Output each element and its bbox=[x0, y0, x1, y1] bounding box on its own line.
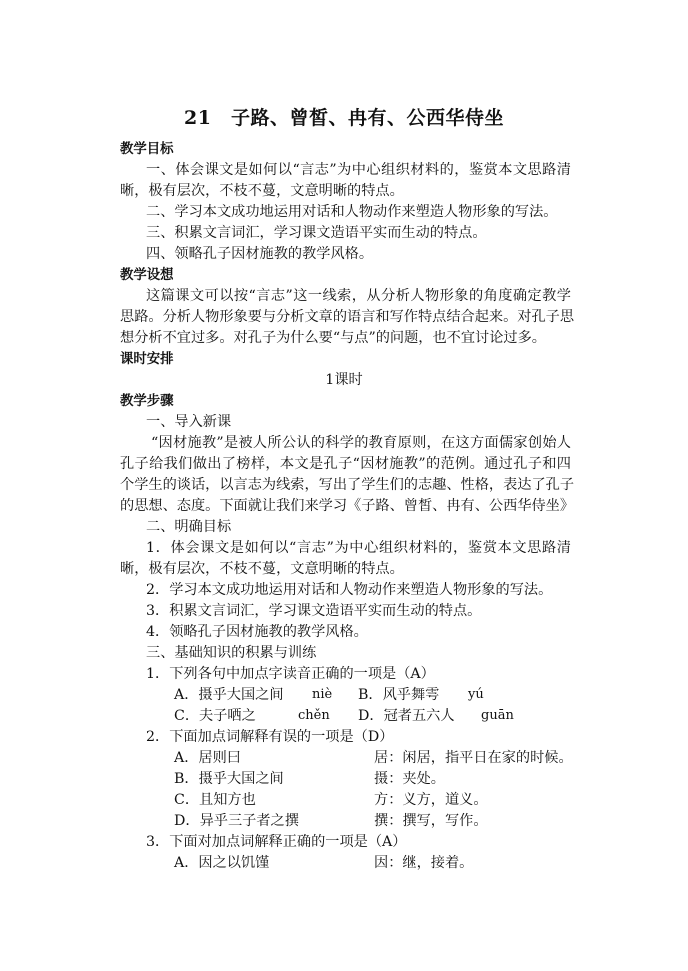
q1-option-a: A．摄乎大国之间 bbox=[174, 687, 284, 703]
step-1-heading: 一、导入新课 bbox=[146, 414, 232, 430]
q2-option-c-gloss: 方：义方，道义。 bbox=[374, 792, 488, 808]
target-4: 4．领略孔子因材施教的教学风格。 bbox=[146, 624, 368, 640]
q1-option-c-pinyin: chěn bbox=[298, 708, 330, 723]
q1-option-d: D．冠者五六人 bbox=[358, 708, 455, 724]
q1-option-a-pinyin: niè bbox=[312, 687, 333, 702]
q3-option-a: A．因之以饥馑 bbox=[174, 855, 270, 871]
question-2-stem: 2．下面加点词解释有误的一项是（D） bbox=[146, 729, 394, 745]
q1-option-c: C．夫子哂之 bbox=[174, 708, 256, 724]
intro-line-1: “因材施教”是被人所公认的科学的教育原则，在这方面儒家创始人 bbox=[151, 435, 571, 451]
q2-option-d-gloss: 撰：撰写，写作。 bbox=[374, 813, 488, 829]
design-line-2: 思路。分析人物形象要与分析文章的语言和写作特点结合起来。对孔子思 bbox=[120, 309, 575, 325]
goal-2: 二、学习本文成功地运用对话和人物动作来塑造人物形象的写法。 bbox=[146, 204, 558, 220]
target-2: 2．学习本文成功地运用对话和人物动作来塑造人物形象的写法。 bbox=[146, 582, 553, 598]
q2-option-d: D．异乎三子者之撰 bbox=[174, 813, 299, 829]
target-3: 3．积累文言词汇，学习课文造语平实而生动的特点。 bbox=[146, 603, 482, 619]
section-heading-schedule: 课时安排 bbox=[120, 351, 174, 367]
step-2-heading: 二、明确目标 bbox=[146, 519, 232, 535]
intro-line-4: 的思想、态度。下面就让我们来学习《子路、曾皙、冉有、公西华侍坐》 bbox=[120, 498, 575, 514]
section-heading-design: 教学设想 bbox=[120, 267, 174, 283]
section-heading-steps: 教学步骤 bbox=[120, 393, 174, 409]
design-line-3: 想分析不宜过多。对孔子为什么要“与点”的问题，也不宜讨论过多。 bbox=[120, 330, 546, 346]
question-1-stem: 1．下列各句中加点字读音正确的一项是（A） bbox=[146, 666, 435, 682]
target-1-line-1: 1．体会课文是如何以“言志”为中心组织材料的，鉴赏本文思路清 bbox=[146, 540, 571, 556]
goal-1-line-2: 晰，极有层次，不枝不蔓，文意明晰的特点。 bbox=[120, 183, 404, 199]
step-3-heading: 三、基础知识的积累与训练 bbox=[146, 645, 317, 661]
q2-option-a: A．居则曰 bbox=[174, 750, 241, 766]
q2-option-c: C．且知方也 bbox=[174, 792, 256, 808]
question-3-stem: 3．下面对加点词解释正确的一项是（A） bbox=[146, 834, 407, 850]
q2-option-b-gloss: 摄：夹处。 bbox=[374, 771, 445, 787]
intro-line-2: 孔子给我们做出了榜样，本文是孔子“因材施教”的范例。通过孔子和四 bbox=[120, 456, 571, 472]
target-1-line-2: 晰，极有层次，不枝不蔓，文意明晰的特点。 bbox=[120, 561, 404, 577]
section-heading-goals: 教学目标 bbox=[120, 141, 174, 157]
q3-option-a-gloss: 因：继，接着。 bbox=[374, 855, 474, 871]
schedule-value: 1课时 bbox=[325, 372, 363, 388]
lesson-title: 21 子路、曾皙、冉有、公西华侍坐 bbox=[184, 107, 504, 129]
q2-option-b: B．摄乎大国之间 bbox=[174, 771, 284, 787]
goal-3: 三、积累文言词汇，学习课文造语平实而生动的特点。 bbox=[146, 225, 487, 241]
design-line-1: 这篇课文可以按“言志”这一线索，从分析人物形象的角度确定教学 bbox=[146, 288, 571, 304]
goal-4: 四、领略孔子因材施教的教学风格。 bbox=[146, 246, 374, 262]
q2-option-a-gloss: 居：闲居，指平日在家的时候。 bbox=[374, 750, 573, 766]
goal-1-line-1: 一、体会课文是如何以“言志”为中心组织材料的，鉴赏本文思路清 bbox=[146, 162, 571, 178]
q1-option-b-pinyin: yú bbox=[468, 687, 484, 702]
q1-option-d-pinyin: guān bbox=[481, 708, 514, 723]
intro-line-3: 个学生的谈话，以言志为线索，写出了学生们的志趣、性格，表达了孔子 bbox=[120, 477, 575, 493]
q1-option-b: B．风乎舞雩 bbox=[358, 687, 440, 703]
